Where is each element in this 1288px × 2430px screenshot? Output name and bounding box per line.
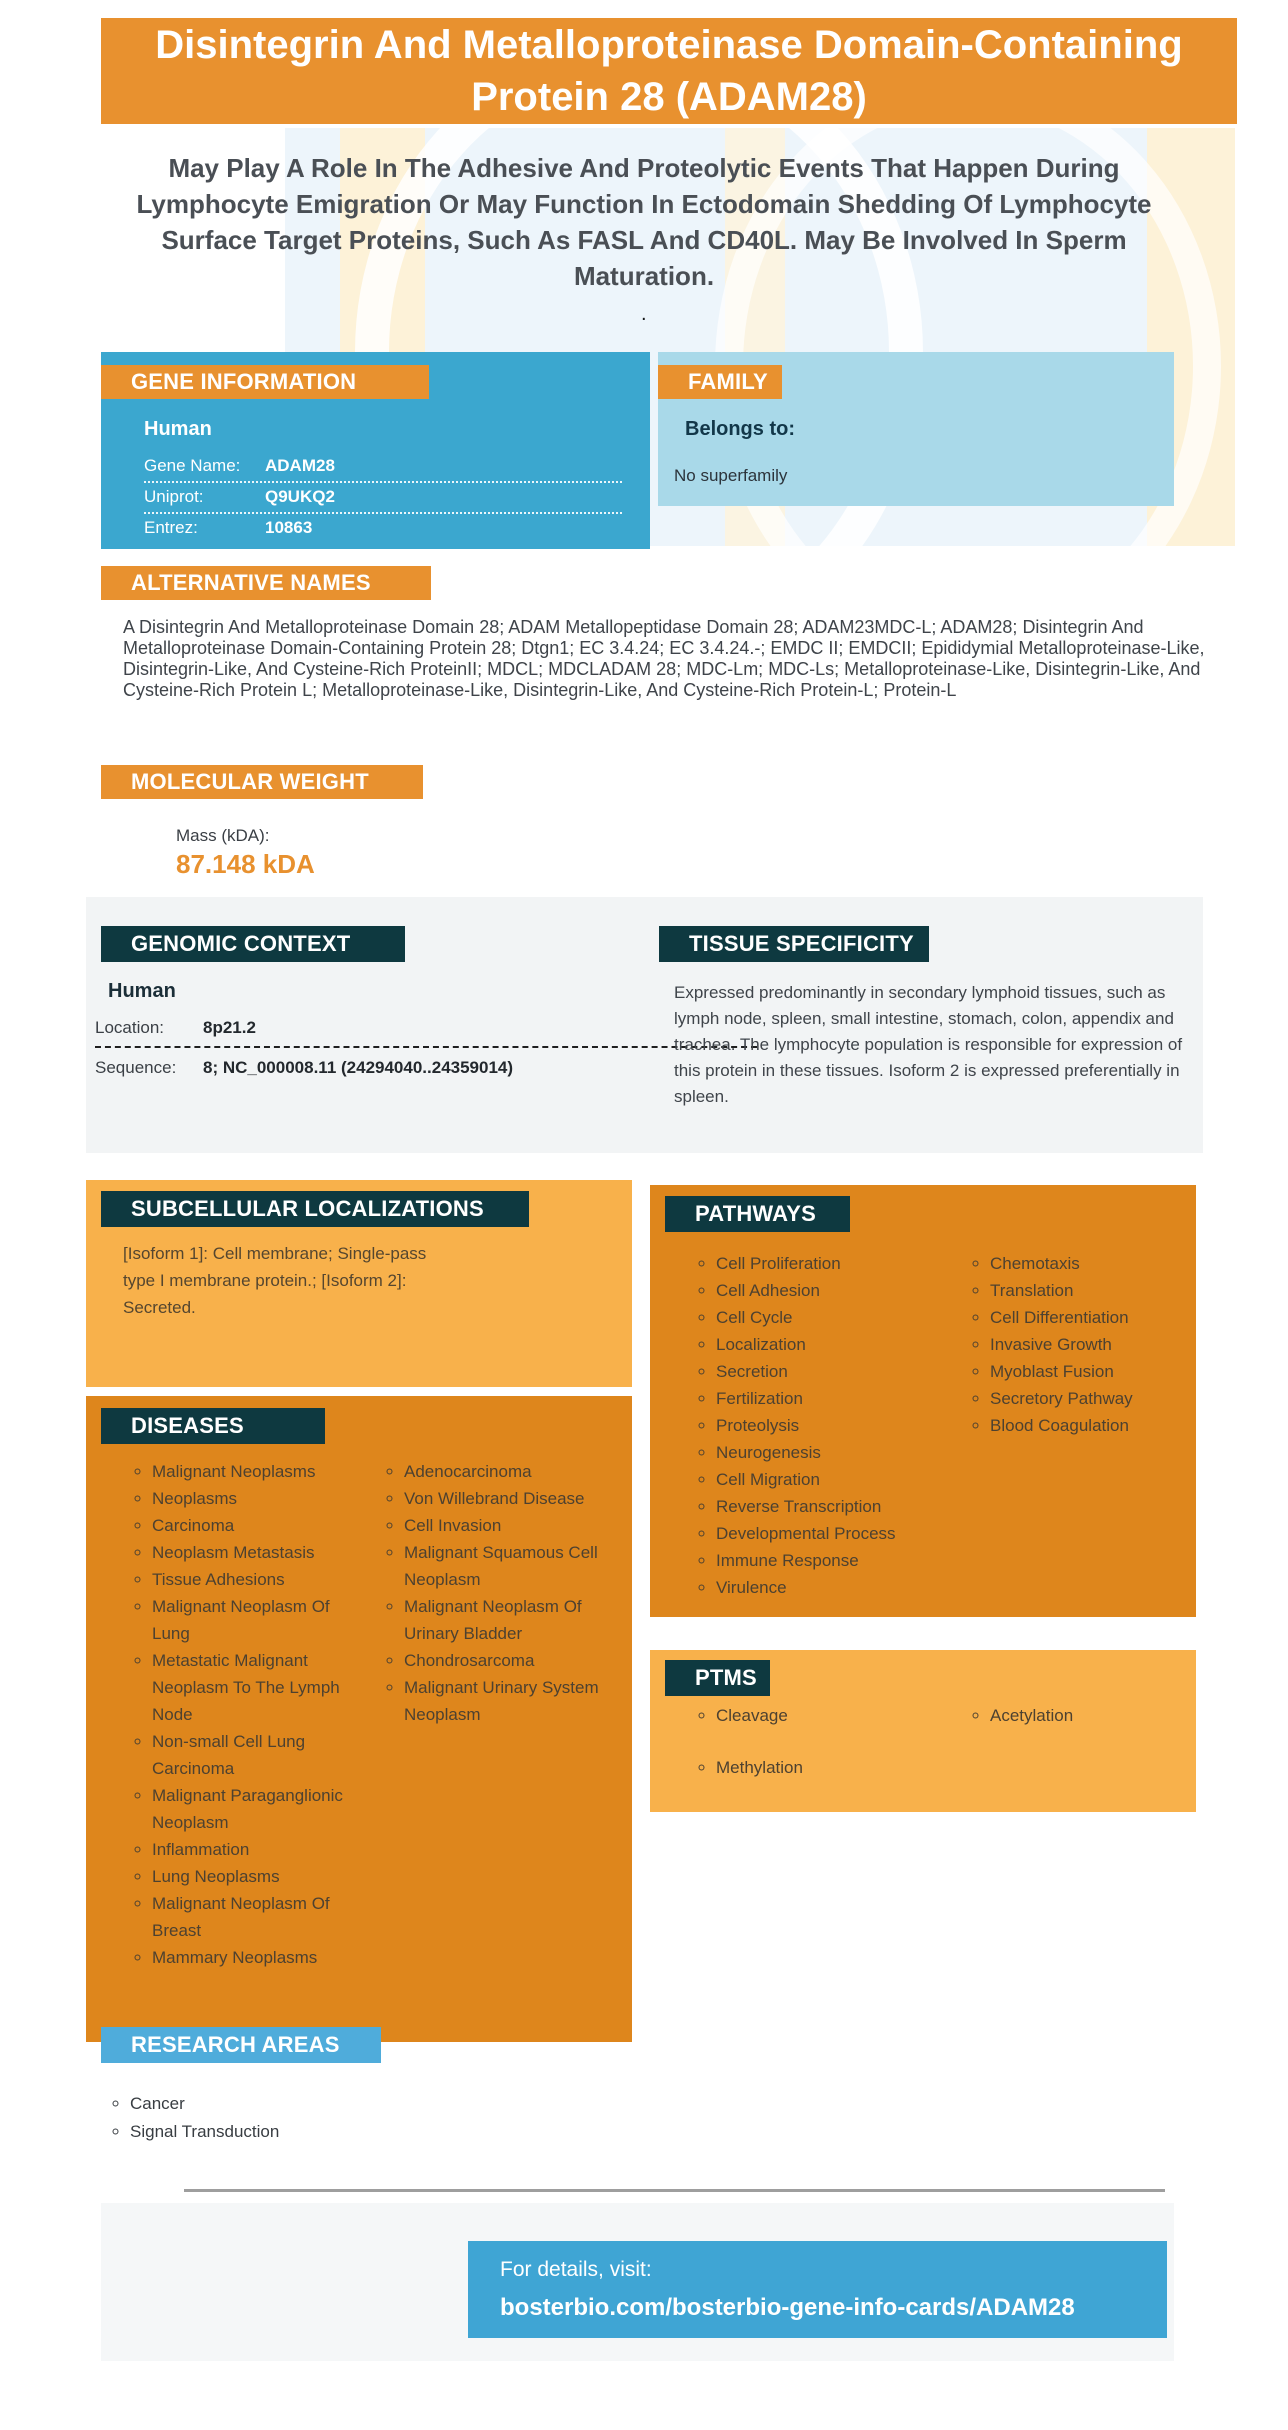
list-item: ◦ Proteolysis xyxy=(716,1412,946,1439)
list-item: ◦ Methylation xyxy=(716,1754,946,1781)
tissue-specificity-text: Expressed predominantly in secondary lymphoid tissues, such as lymph node, spleen, small intestine, stomach, colon, appendix and trachea. The lymphocyte population is responsible for expression of this protein in these tissues. Isoform 2 is expressed preferentially in spleen. xyxy=(674,983,1183,1106)
location-row xyxy=(95,1018,256,1038)
entrez-label: Entrez: xyxy=(144,518,198,537)
list-item: ◦ Fertilization xyxy=(716,1385,946,1412)
list-item: ◦ Neoplasm Metastasis xyxy=(152,1539,372,1566)
ptms-column-2 xyxy=(968,1702,1190,1754)
family-value: No superfamily xyxy=(674,466,788,485)
list-item: ◦ Cancer xyxy=(130,2090,528,2118)
list-item: ◦ Von Willebrand Disease xyxy=(404,1485,620,1512)
list-item: ◦ Secretory Pathway xyxy=(990,1385,1190,1412)
list-item: ◦ Neurogenesis xyxy=(716,1439,946,1466)
list-item: ◦ Tissue Adhesions xyxy=(152,1566,372,1593)
list-item: ◦ Metastatic Malignant Neoplasm To The Lymph Node xyxy=(152,1647,372,1728)
uniprot-label: Uniprot: xyxy=(144,487,204,506)
list-item: ◦ Signal Transduction xyxy=(130,2118,528,2146)
gene-name-value: ADAM28 xyxy=(265,456,335,475)
diseases-column-1 xyxy=(130,1458,372,1971)
list-item: ◦ Inflammation xyxy=(152,1836,372,1863)
list-item: ◦ Reverse Transcription xyxy=(716,1493,946,1520)
list-item: ◦ Lung Neoplasms xyxy=(152,1863,372,1890)
list-item: ◦ Acetylation xyxy=(990,1702,1190,1729)
entrez-row xyxy=(144,514,622,543)
ptms-column-1 xyxy=(694,1702,946,1806)
list-item: ◦ Localization xyxy=(716,1331,946,1358)
belongs-to-label: Belongs to: xyxy=(685,418,795,440)
diseases-column-2 xyxy=(382,1458,620,1728)
list-item: ◦ Cell Invasion xyxy=(404,1512,620,1539)
list-item: ◦ Malignant Paraganglionic Neoplasm xyxy=(152,1782,372,1836)
diseases-header: DISEASES xyxy=(101,1408,325,1444)
list-item: ◦ Carcinoma xyxy=(152,1512,372,1539)
footer-visit-label: For details, visit: xyxy=(500,2258,652,2281)
protein-function-summary: May Play A Role In The Adhesive And Proteolytic Events That Happen During Lymphocyte Emigration Or May Function In Ectodomain Shedding Of Lymphocyte Surface Target Proteins, Such As FASL And CD40L. May Be Involved In Sperm Maturation. xyxy=(136,153,1152,291)
pathways-column-2 xyxy=(968,1250,1190,1439)
research-areas-header: RESEARCH AREAS xyxy=(101,2027,381,2063)
subcellular-localizations-header: SUBCELLULAR LOCALIZATIONS xyxy=(101,1191,529,1227)
list-item: ◦ Chemotaxis xyxy=(990,1250,1190,1277)
alternative-names-header: ALTERNATIVE NAMES xyxy=(101,566,431,600)
title-banner xyxy=(101,18,1237,124)
footer-link-box xyxy=(468,2241,1167,2338)
uniprot-row xyxy=(144,483,622,514)
gene-information-header: GENE INFORMATION xyxy=(101,365,429,399)
entrez-value: 10863 xyxy=(265,518,313,537)
mass-label: Mass (kDA): xyxy=(176,826,270,845)
list-item: ◦ Virulence xyxy=(716,1574,946,1601)
research-areas-list xyxy=(108,2090,528,2146)
list-item: ◦ Malignant Squamous Cell Neoplasm xyxy=(404,1539,620,1593)
list-item: ◦ Cell Proliferation xyxy=(716,1250,946,1277)
gene-name-row xyxy=(144,452,622,483)
list-item: ◦ Translation xyxy=(990,1277,1190,1304)
uniprot-value: Q9UKQ2 xyxy=(265,487,335,506)
family-header: FAMILY xyxy=(658,365,782,399)
gene-name-label: Gene Name: xyxy=(144,456,241,475)
gene-species: Human xyxy=(144,418,212,440)
list-item: ◦ Blood Coagulation xyxy=(990,1412,1190,1439)
gene-info-rows xyxy=(144,452,622,543)
list-item: ◦ Neoplasms xyxy=(152,1485,372,1512)
separator-dot: . xyxy=(641,303,647,325)
list-item: ◦ Mammary Neoplasms xyxy=(152,1944,372,1971)
sequence-value: 8; NC_000008.11 (24294040..24359014) xyxy=(203,1058,514,1077)
list-item: ◦ Chondrosarcoma xyxy=(404,1647,620,1674)
list-item: ◦ Malignant Urinary System Neoplasm xyxy=(404,1674,620,1728)
tissue-specificity-header: TISSUE SPECIFICITY xyxy=(659,926,929,962)
list-item: ◦ Malignant Neoplasms xyxy=(152,1458,372,1485)
genomic-context-header: GENOMIC CONTEXT xyxy=(101,926,405,962)
location-label: Location: xyxy=(95,1018,164,1037)
page-title: Disintegrin And Metalloproteinase Domain-Containing Protein 28 (ADAM28) xyxy=(155,23,1183,119)
footer-divider xyxy=(184,2189,1165,2192)
subcellular-localizations-text: [Isoform 1]: Cell membrane; Single-pass type I membrane protein.; [Isoform 2]: Secreted. xyxy=(123,1244,427,1317)
dashed-divider xyxy=(95,1046,757,1048)
molecular-weight-header: MOLECULAR WEIGHT xyxy=(101,765,423,799)
sequence-label: Sequence: xyxy=(95,1058,177,1077)
list-item: ◦ Cleavage xyxy=(716,1702,946,1729)
list-item: ◦ Secretion xyxy=(716,1358,946,1385)
list-item: ◦ Non-small Cell Lung Carcinoma xyxy=(152,1728,372,1782)
sequence-row xyxy=(95,1058,513,1078)
pathways-column-1 xyxy=(694,1250,946,1601)
alternative-names-text: A Disintegrin And Metalloproteinase Domain 28; ADAM Metallopeptidase Domain 28; ADAM23MDC-L; ADAM28; Disintegrin And Metalloproteinase Domain-Containing Protein 28; Dtgn1; EC 3.4.24; EC 3.4.24.-; EMDC II; EMDCII; Epididymial Metalloproteinase-Like, Disintegrin-Like, And Cysteine-Rich ProteinII; MDCL; MDCLADAM 28; MDC-Lm; MDC-Ls; Metalloproteinase-Like, Disintegrin-Like, And Cysteine-Rich Protein L; Metalloproteinase-Like, Disintegrin-Like, And Cysteine-Rich Protein-L; Protein-L xyxy=(123,617,1205,700)
list-item: ◦ Developmental Process xyxy=(716,1520,946,1547)
list-item: ◦ Cell Differentiation xyxy=(990,1304,1190,1331)
list-item: ◦ Adenocarcinoma xyxy=(404,1458,620,1485)
mass-value: 87.148 kDA xyxy=(176,849,315,879)
list-item: ◦ Immune Response xyxy=(716,1547,946,1574)
footer-url: bosterbio.com/bosterbio-gene-info-cards/ADAM28 xyxy=(500,2294,1075,2321)
list-item: ◦ Malignant Neoplasm Of Urinary Bladder xyxy=(404,1593,620,1647)
list-item: ◦ Malignant Neoplasm Of Lung xyxy=(152,1593,372,1647)
list-item: ◦ Malignant Neoplasm Of Breast xyxy=(152,1890,372,1944)
list-item: ◦ Cell Cycle xyxy=(716,1304,946,1331)
ptms-header: PTMS xyxy=(665,1660,770,1696)
list-item: ◦ Invasive Growth xyxy=(990,1331,1190,1358)
genomic-species: Human xyxy=(108,980,176,1002)
list-item: ◦ Cell Adhesion xyxy=(716,1277,946,1304)
list-item: ◦ Cell Migration xyxy=(716,1466,946,1493)
location-value: 8p21.2 xyxy=(203,1018,256,1037)
pathways-header: PATHWAYS xyxy=(665,1196,850,1232)
list-item: ◦ Myoblast Fusion xyxy=(990,1358,1190,1385)
